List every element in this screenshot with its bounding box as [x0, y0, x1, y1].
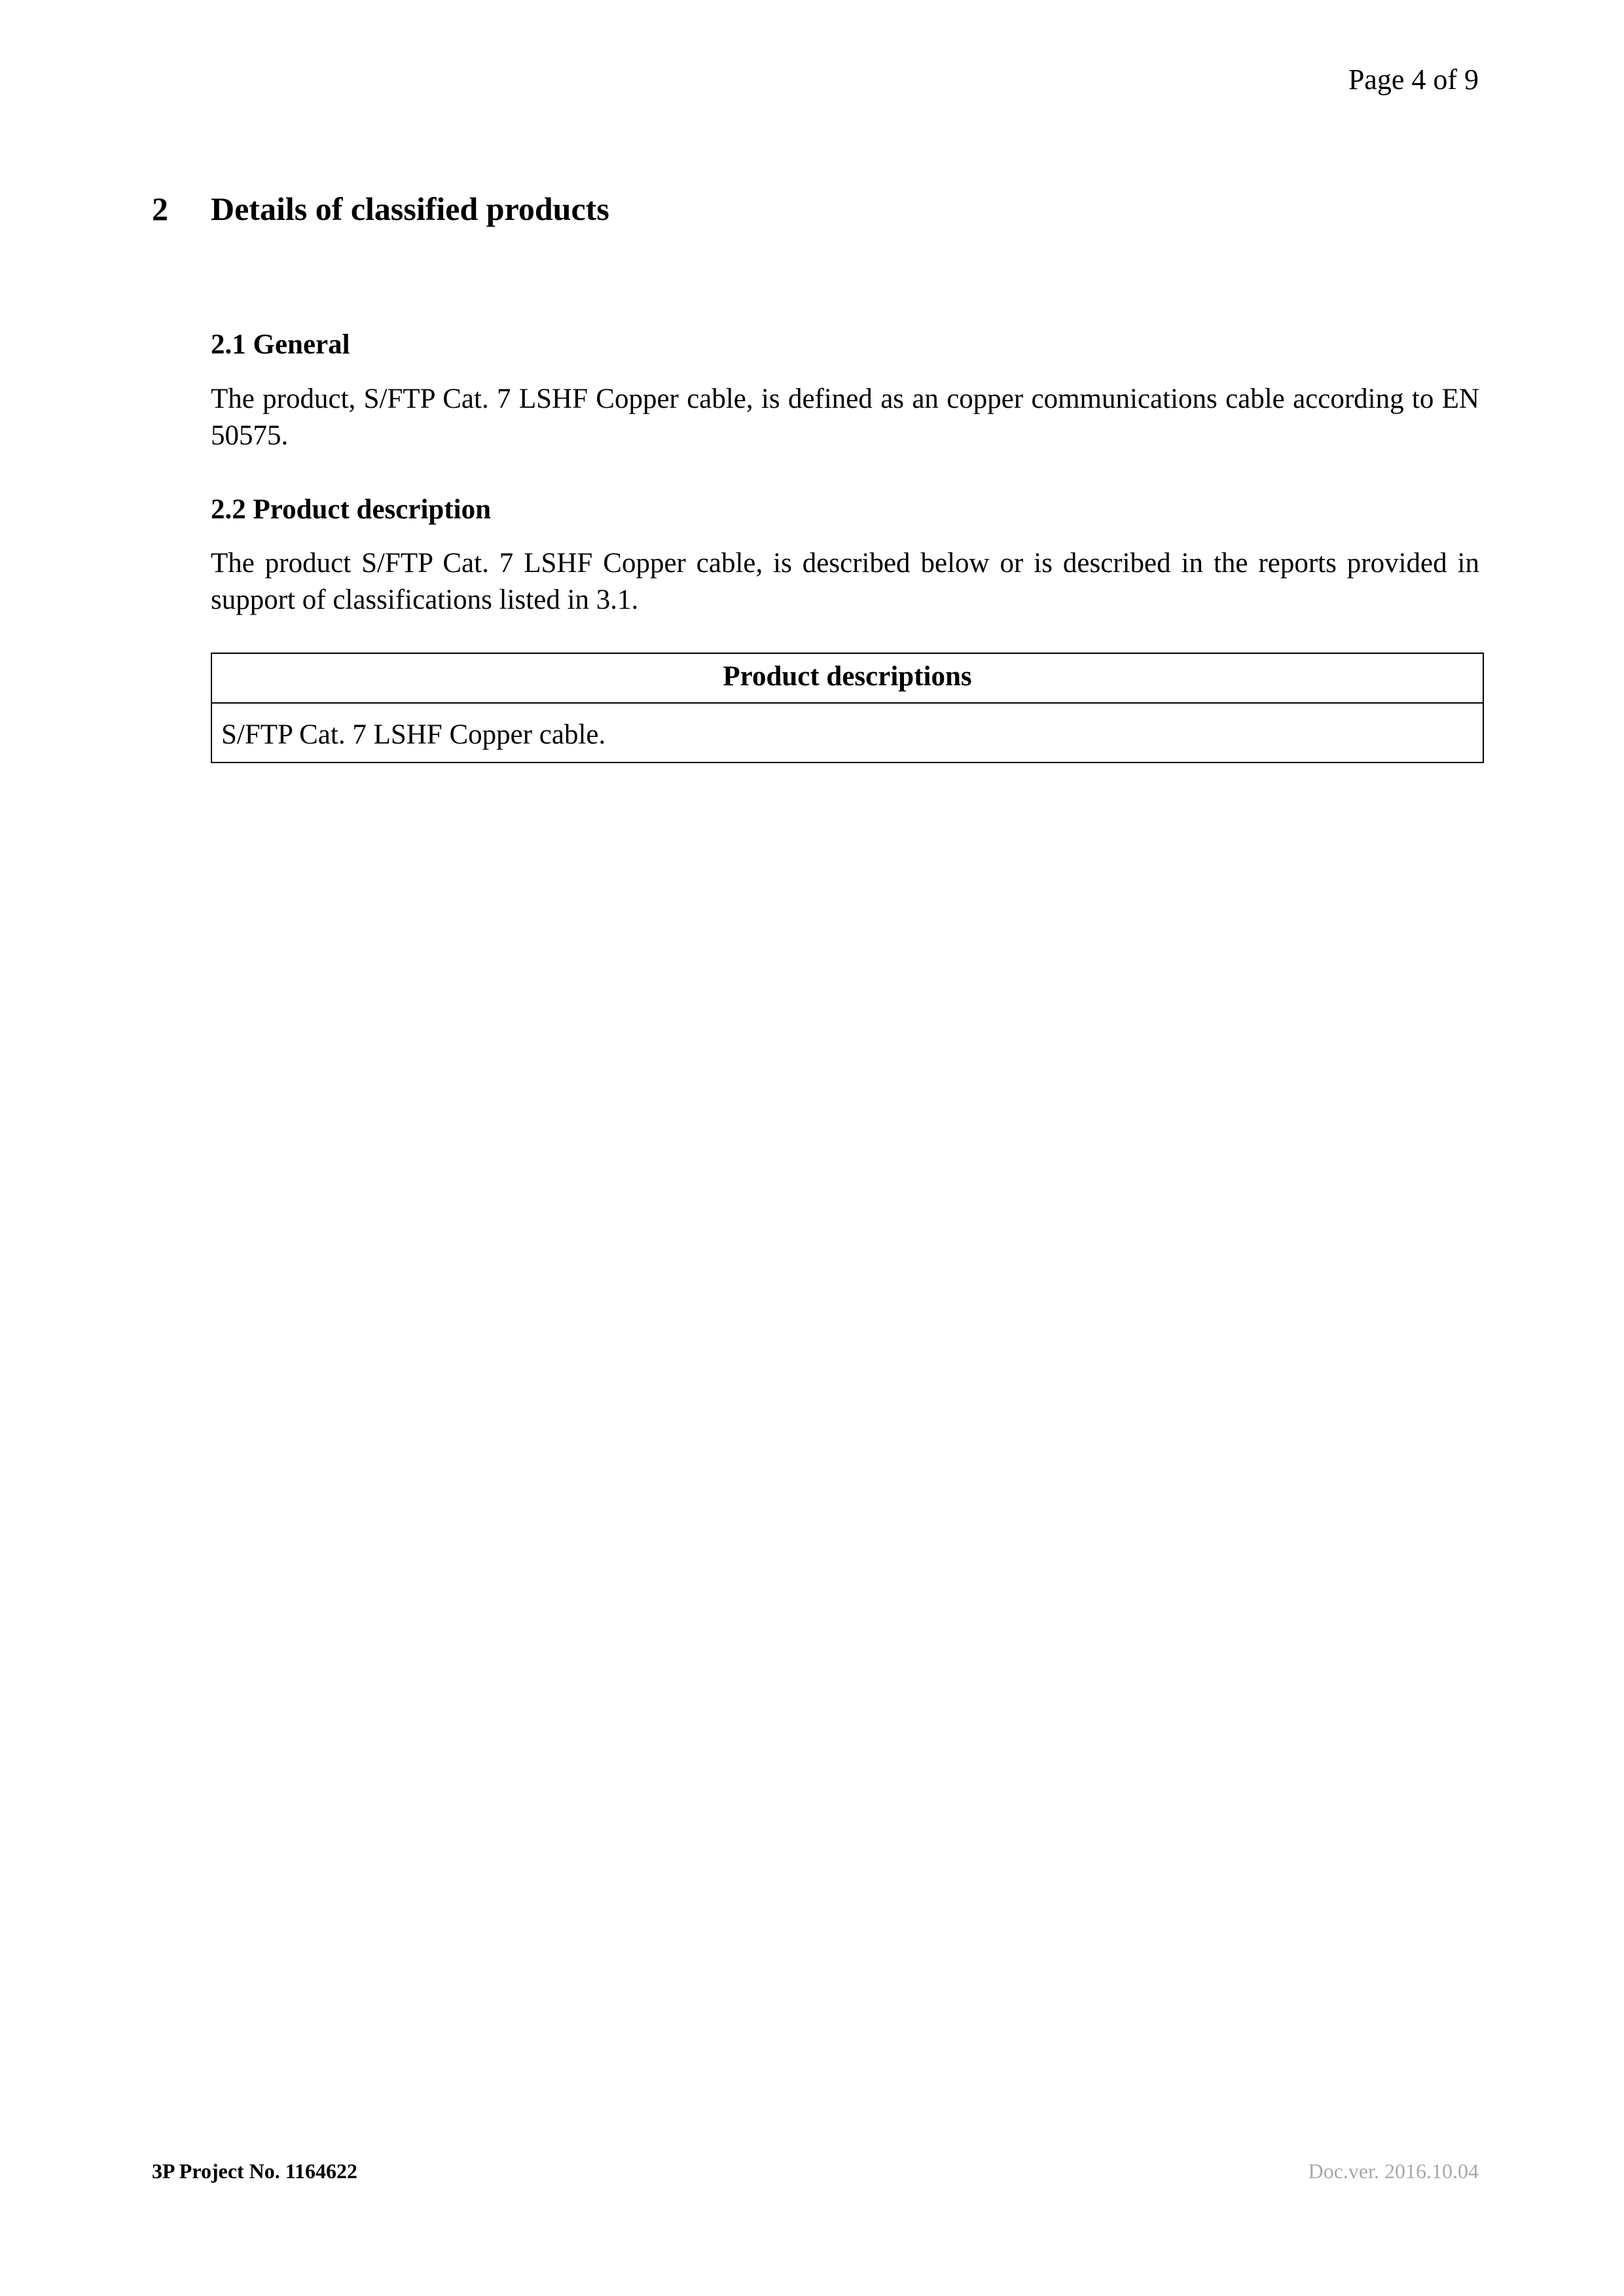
product-descriptions-table — [211, 653, 1484, 763]
footer-project-number: 3P Project No. 1164622 — [152, 2159, 358, 2183]
section-heading — [152, 190, 1479, 228]
footer-doc-version: Doc.ver. 2016.10.04 — [1308, 2159, 1479, 2183]
subsection-heading-product-description: 2.2 Product description — [211, 493, 492, 525]
page-title: Details of classified products — [211, 190, 609, 227]
table-cell-product-description: S/FTP Cat. 7 LSHF Copper cable. — [211, 703, 1483, 763]
table-column-header-product-descriptions: Product descriptions — [211, 653, 1483, 703]
page-indicator: Page 4 of 9 — [1348, 63, 1479, 96]
table-row — [211, 703, 1483, 763]
document-content — [211, 327, 1479, 763]
table-header-row — [211, 653, 1483, 703]
section-number: 2 — [152, 190, 168, 227]
subsection-heading-general: 2.1 General — [211, 329, 350, 360]
subsection-text-general: The product, S/FTP Cat. 7 LSHF Copper cable, is defined as an copper communications cable according to EN 50575. — [211, 383, 1479, 451]
subsection-text-product-description: The product S/FTP Cat. 7 LSHF Copper cable, is described below or is described in the reports provided in support of classifications listed in 3.1. — [211, 548, 1479, 616]
page-footer — [152, 2159, 1479, 2183]
